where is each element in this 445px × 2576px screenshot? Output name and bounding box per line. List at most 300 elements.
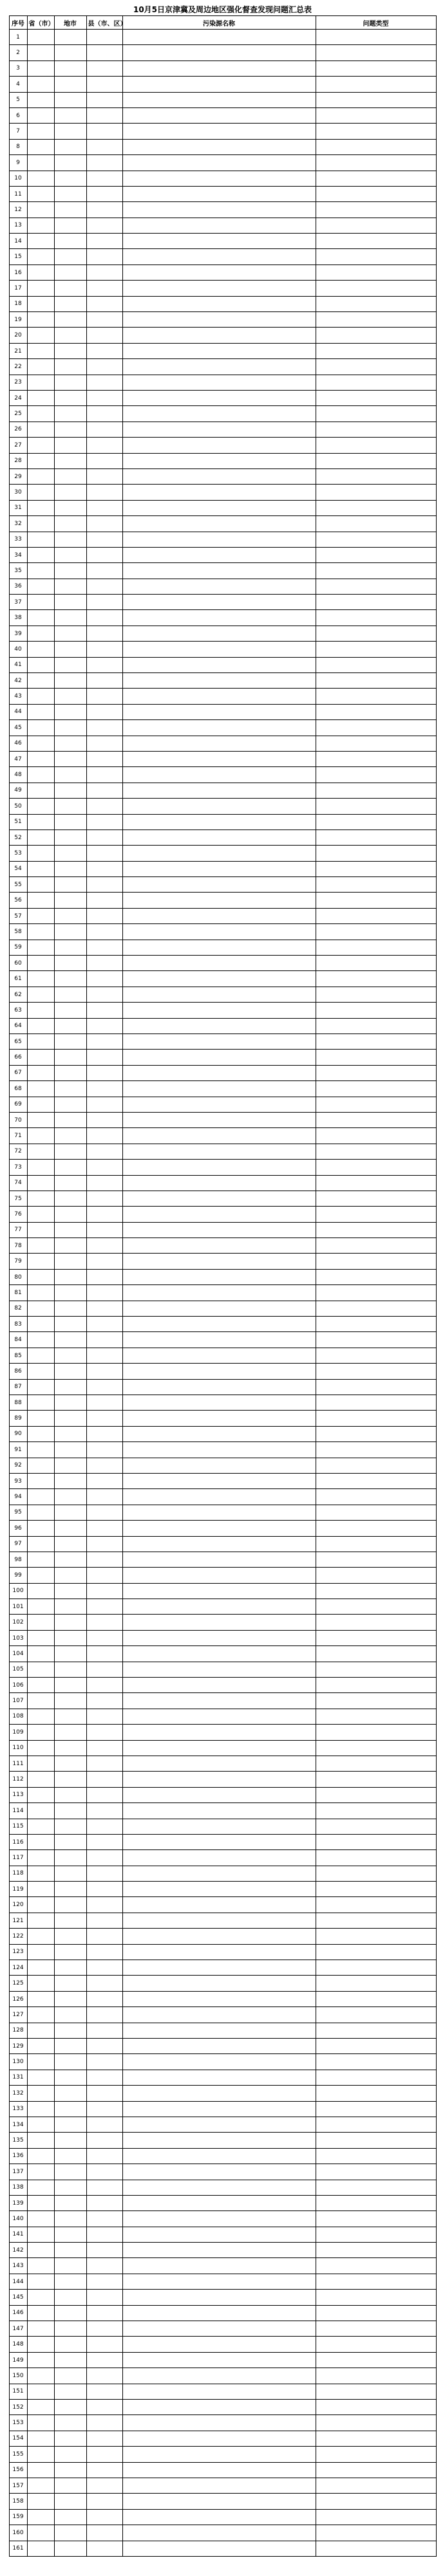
table-row (9, 877, 436, 893)
cell-county (86, 1395, 122, 1410)
cell-city (54, 1882, 86, 1897)
cell-city (54, 1081, 86, 1097)
cell-county (86, 1693, 122, 1709)
cell-issue (316, 390, 436, 405)
cell-issue (316, 234, 436, 249)
cell-issue (316, 1411, 436, 1426)
cell-county (86, 2415, 122, 2431)
cell-issue (316, 1725, 436, 1740)
cell-issue (316, 249, 436, 264)
cell-city (54, 2431, 86, 2446)
cell-county (86, 375, 122, 390)
cell-source (122, 406, 316, 422)
table-row (9, 1709, 436, 1724)
table-row (9, 485, 436, 500)
table-row (9, 2494, 436, 2509)
cell-city (54, 1489, 86, 1505)
table-row (9, 767, 436, 783)
cell-source (122, 60, 316, 76)
table-row (9, 1646, 436, 1662)
cell-issue (316, 924, 436, 940)
cell-city (54, 171, 86, 186)
table-row (9, 1191, 436, 1206)
table-row (9, 1238, 436, 1254)
cell-issue (316, 1065, 436, 1080)
cell-county (86, 2133, 122, 2148)
cell-no: 12 (9, 202, 27, 218)
cell-source (122, 1332, 316, 1348)
cell-province (27, 2023, 54, 2038)
table-row (9, 2164, 436, 2180)
cell-city (54, 202, 86, 218)
table-row (9, 30, 436, 45)
table-row (9, 657, 436, 672)
cell-city (54, 2337, 86, 2352)
cell-county (86, 829, 122, 845)
issues-table (9, 15, 437, 2557)
cell-province (27, 2494, 54, 2509)
cell-city (54, 1819, 86, 1834)
cell-province (27, 2337, 54, 2352)
cell-province (27, 1866, 54, 1881)
cell-city (54, 2384, 86, 2399)
cell-city (54, 563, 86, 579)
cell-county (86, 1709, 122, 1724)
cell-city (54, 1787, 86, 1802)
cell-issue (316, 579, 436, 594)
cell-issue (316, 2180, 436, 2195)
cell-issue (316, 2321, 436, 2337)
cell-city (54, 2305, 86, 2321)
table-row (9, 563, 436, 579)
cell-city (54, 579, 86, 594)
cell-city (54, 390, 86, 405)
cell-issue (316, 673, 436, 689)
table-row (9, 2243, 436, 2258)
cell-issue (316, 1897, 436, 1913)
cell-province (27, 30, 54, 45)
cell-no: 142 (9, 2243, 27, 2258)
table-row (9, 1568, 436, 1583)
cell-city (54, 264, 86, 280)
header-issue: 问题类型 (316, 16, 436, 30)
cell-issue (316, 1536, 436, 1552)
cell-issue (316, 485, 436, 500)
cell-city (54, 2243, 86, 2258)
table-row (9, 2368, 436, 2384)
cell-province (27, 846, 54, 861)
cell-no: 101 (9, 1599, 27, 1615)
cell-source (122, 500, 316, 515)
cell-city (54, 296, 86, 311)
cell-source (122, 595, 316, 610)
cell-source (122, 1772, 316, 1787)
cell-source (122, 1521, 316, 1536)
cell-no: 44 (9, 704, 27, 719)
cell-province (27, 1191, 54, 1206)
cell-county (86, 2337, 122, 2352)
cell-no: 72 (9, 1144, 27, 1159)
cell-source (122, 1458, 316, 1473)
cell-source (122, 987, 316, 1002)
cell-no: 15 (9, 249, 27, 264)
table-row (9, 60, 436, 76)
table-row (9, 1521, 436, 1536)
cell-province (27, 720, 54, 736)
cell-source (122, 2462, 316, 2478)
cell-issue (316, 783, 436, 798)
cell-county (86, 908, 122, 923)
cell-province (27, 296, 54, 311)
cell-city (54, 516, 86, 532)
cell-issue (316, 657, 436, 672)
cell-province (27, 1065, 54, 1080)
cell-county (86, 1630, 122, 1645)
cell-province (27, 1034, 54, 1050)
cell-county (86, 1599, 122, 1615)
cell-source (122, 468, 316, 484)
table-row (9, 1128, 436, 1144)
table-row (9, 579, 436, 594)
cell-no: 4 (9, 77, 27, 92)
cell-no: 124 (9, 1960, 27, 1976)
cell-county (86, 625, 122, 641)
cell-issue (316, 1505, 436, 1520)
cell-issue (316, 547, 436, 562)
cell-county (86, 1207, 122, 1222)
cell-city (54, 720, 86, 736)
cell-city (54, 1740, 86, 1756)
cell-issue (316, 846, 436, 861)
cell-source (122, 689, 316, 704)
cell-city (54, 1568, 86, 1583)
cell-issue (316, 92, 436, 107)
cell-city (54, 1850, 86, 1866)
cell-county (86, 657, 122, 672)
cell-county (86, 2243, 122, 2258)
cell-city (54, 1709, 86, 1724)
cell-issue (316, 139, 436, 154)
table-row (9, 1725, 436, 1740)
cell-no: 117 (9, 1850, 27, 1866)
cell-no: 88 (9, 1395, 27, 1410)
cell-province (27, 940, 54, 955)
cell-no: 2 (9, 45, 27, 60)
cell-province (27, 2258, 54, 2274)
cell-county (86, 328, 122, 343)
cell-province (27, 579, 54, 594)
cell-issue (316, 124, 436, 139)
cell-no: 35 (9, 563, 27, 579)
cell-issue (316, 60, 436, 76)
cell-source (122, 390, 316, 405)
cell-no: 38 (9, 610, 27, 625)
cell-issue (316, 2258, 436, 2274)
cell-source (122, 1725, 316, 1740)
cell-issue (316, 767, 436, 783)
cell-county (86, 1662, 122, 1677)
cell-county (86, 673, 122, 689)
cell-province (27, 704, 54, 719)
table-row (9, 1678, 436, 1693)
table-row (9, 1552, 436, 1567)
cell-province (27, 2305, 54, 2321)
table-row (9, 2415, 436, 2431)
cell-province (27, 2086, 54, 2101)
cell-issue (316, 1552, 436, 1567)
cell-no: 134 (9, 2117, 27, 2132)
cell-issue (316, 1740, 436, 1756)
cell-province (27, 1709, 54, 1724)
cell-source (122, 1395, 316, 1410)
cell-county (86, 1269, 122, 1284)
cell-county (86, 1458, 122, 1473)
cell-city (54, 1175, 86, 1191)
table-row (9, 1348, 436, 1363)
cell-issue (316, 1317, 436, 1332)
cell-no: 65 (9, 1034, 27, 1050)
cell-province (27, 107, 54, 123)
cell-source (122, 2321, 316, 2337)
cell-source (122, 1426, 316, 1441)
cell-no: 115 (9, 1819, 27, 1834)
cell-issue (316, 736, 436, 751)
table-row (9, 375, 436, 390)
table-row (9, 2399, 436, 2414)
cell-source (122, 2133, 316, 2148)
cell-county (86, 1065, 122, 1080)
cell-source (122, 264, 316, 280)
cell-province (27, 1740, 54, 1756)
cell-source (122, 1944, 316, 1960)
cell-source (122, 1568, 316, 1583)
cell-city (54, 485, 86, 500)
cell-no: 69 (9, 1097, 27, 1112)
cell-county (86, 783, 122, 798)
table-row (9, 1222, 436, 1237)
cell-source (122, 312, 316, 328)
cell-no: 151 (9, 2384, 27, 2399)
table-row (9, 971, 436, 987)
cell-source (122, 799, 316, 814)
table-row (9, 642, 436, 657)
cell-county (86, 139, 122, 154)
cell-no: 37 (9, 595, 27, 610)
cell-no: 64 (9, 1018, 27, 1033)
cell-city (54, 829, 86, 845)
cell-city (54, 751, 86, 766)
cell-province (27, 1599, 54, 1615)
cell-source (122, 1442, 316, 1458)
cell-city (54, 218, 86, 233)
cell-county (86, 2070, 122, 2085)
cell-county (86, 846, 122, 861)
cell-source (122, 1897, 316, 1913)
cell-source (122, 186, 316, 201)
cell-city (54, 657, 86, 672)
cell-issue (316, 625, 436, 641)
cell-county (86, 1913, 122, 1928)
cell-no: 53 (9, 846, 27, 861)
cell-source (122, 218, 316, 233)
table-row (9, 2227, 436, 2242)
cell-city (54, 1505, 86, 1520)
cell-no: 82 (9, 1301, 27, 1316)
cell-county (86, 516, 122, 532)
cell-no: 33 (9, 532, 27, 547)
cell-county (86, 2086, 122, 2101)
cell-no: 104 (9, 1646, 27, 1662)
cell-no: 90 (9, 1426, 27, 1441)
cell-source (122, 2243, 316, 2258)
cell-source (122, 2164, 316, 2180)
cell-issue (316, 2352, 436, 2368)
cell-county (86, 1081, 122, 1097)
cell-county (86, 468, 122, 484)
cell-source (122, 846, 316, 861)
cell-county (86, 2431, 122, 2446)
cell-issue (316, 689, 436, 704)
cell-city (54, 1317, 86, 1332)
cell-source (122, 2211, 316, 2227)
cell-source (122, 438, 316, 453)
cell-issue (316, 987, 436, 1002)
cell-no: 126 (9, 1991, 27, 2006)
table-row (9, 2195, 436, 2210)
cell-no: 86 (9, 1364, 27, 1379)
cell-issue (316, 2509, 436, 2525)
cell-issue (316, 1678, 436, 1693)
cell-no: 100 (9, 1583, 27, 1598)
cell-issue (316, 202, 436, 218)
cell-issue (316, 1364, 436, 1379)
cell-issue (316, 1944, 436, 1960)
table-row (9, 2133, 436, 2148)
table-row (9, 2101, 436, 2117)
cell-no: 102 (9, 1615, 27, 1630)
table-row (9, 1065, 436, 1080)
cell-county (86, 1897, 122, 1913)
cell-province (27, 485, 54, 500)
cell-issue (316, 1521, 436, 1536)
table-row (9, 77, 436, 92)
table-row (9, 1426, 436, 1441)
cell-issue (316, 1081, 436, 1097)
cell-city (54, 1929, 86, 1944)
cell-county (86, 249, 122, 264)
cell-issue (316, 1238, 436, 1254)
cell-province (27, 673, 54, 689)
table-row (9, 234, 436, 249)
table-row (9, 218, 436, 233)
table-row (9, 139, 436, 154)
cell-source (122, 2054, 316, 2070)
cell-city (54, 1285, 86, 1301)
cell-no: 89 (9, 1411, 27, 1426)
cell-source (122, 139, 316, 154)
cell-county (86, 642, 122, 657)
table-row (9, 1442, 436, 1458)
cell-no: 1 (9, 30, 27, 45)
cell-no: 154 (9, 2431, 27, 2446)
cell-province (27, 1269, 54, 1284)
table-row (9, 328, 436, 343)
cell-county (86, 1175, 122, 1191)
cell-province (27, 1426, 54, 1441)
cell-city (54, 2070, 86, 2085)
cell-no: 98 (9, 1552, 27, 1567)
table-row (9, 1301, 436, 1316)
cell-no: 145 (9, 2290, 27, 2305)
cell-issue (316, 375, 436, 390)
cell-province (27, 1552, 54, 1567)
cell-no: 73 (9, 1160, 27, 1175)
cell-source (122, 2258, 316, 2274)
cell-issue (316, 1709, 436, 1724)
cell-issue (316, 704, 436, 719)
table-row (9, 829, 436, 845)
table-row (9, 1317, 436, 1332)
cell-province (27, 2054, 54, 2070)
cell-source (122, 1112, 316, 1127)
cell-no: 103 (9, 1630, 27, 1645)
table-row (9, 532, 436, 547)
cell-source (122, 2478, 316, 2493)
table-row (9, 940, 436, 955)
cell-province (27, 1834, 54, 1849)
cell-province (27, 2431, 54, 2446)
cell-source (122, 1882, 316, 1897)
table-row (9, 1787, 436, 1802)
cell-city (54, 2180, 86, 2195)
cell-issue (316, 893, 436, 908)
table-row (9, 1976, 436, 1991)
cell-no: 108 (9, 1709, 27, 1724)
cell-county (86, 77, 122, 92)
table-row (9, 453, 436, 468)
cell-province (27, 2368, 54, 2384)
cell-province (27, 312, 54, 328)
cell-county (86, 1144, 122, 1159)
cell-county (86, 155, 122, 171)
cell-county (86, 1834, 122, 1849)
cell-county (86, 893, 122, 908)
cell-issue (316, 956, 436, 971)
cell-no: 140 (9, 2211, 27, 2227)
cell-county (86, 1772, 122, 1787)
cell-city (54, 1065, 86, 1080)
cell-source (122, 1097, 316, 1112)
cell-source (122, 485, 316, 500)
cell-no: 93 (9, 1473, 27, 1488)
cell-issue (316, 1646, 436, 1662)
cell-county (86, 971, 122, 987)
cell-no: 51 (9, 814, 27, 829)
cell-source (122, 2368, 316, 2384)
cell-county (86, 956, 122, 971)
cell-province (27, 406, 54, 422)
cell-province (27, 1615, 54, 1630)
cell-county (86, 107, 122, 123)
cell-county (86, 2305, 122, 2321)
cell-city (54, 673, 86, 689)
cell-county (86, 171, 122, 186)
cell-issue (316, 2101, 436, 2117)
cell-no: 144 (9, 2274, 27, 2289)
cell-source (122, 281, 316, 296)
table-row (9, 1175, 436, 1191)
cell-no: 77 (9, 1222, 27, 1237)
